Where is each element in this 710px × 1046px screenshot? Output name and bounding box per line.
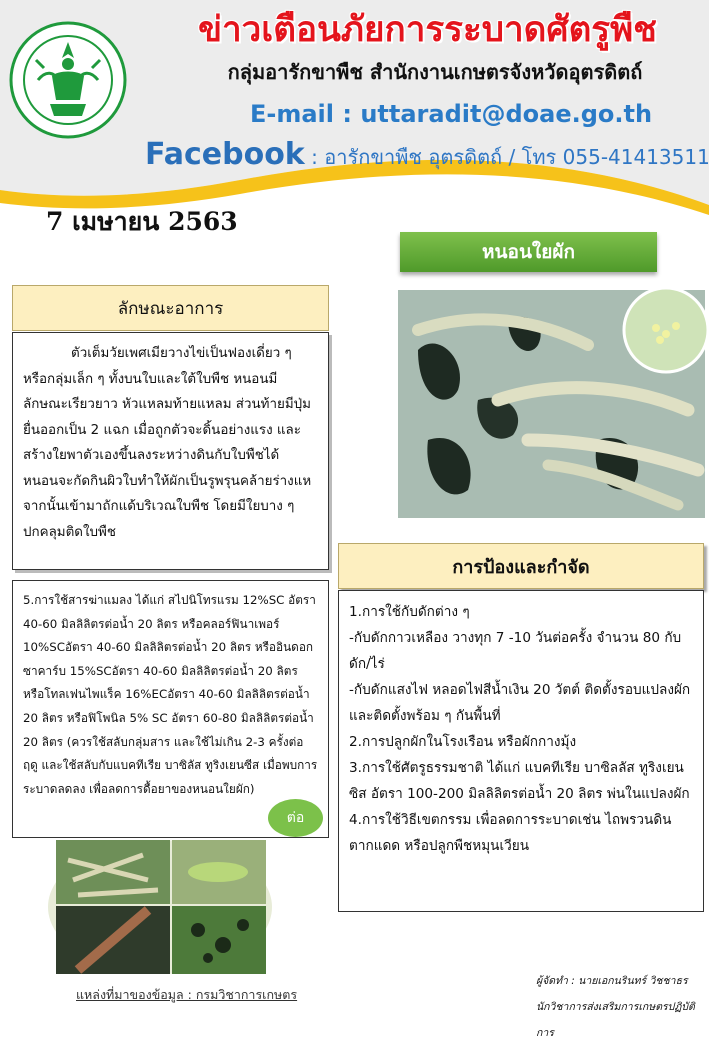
pest-damage-photo-collage (48, 840, 272, 974)
contact-email: E-mail : uttaradit@doae.go.th (250, 100, 653, 128)
author-credit (536, 968, 709, 1046)
chemical-control-text: 5.การใช้สารฆ่าแมลง ได้แก่ สไปนิโทรแรม 12%SC อัตรา 40-60 มิลลิลิตรต่อน้ำ 20 ลิตร หรือคลอร์ฟินาเพอร์ 10%SCอัตรา 40-60 มิลลิลิตรต่อน้ำ 20 ลิตร หรืออินดอกซาคาร์บ 15%SCอัตรา 40-60 มิลลิลิตรต่อน้ำ 20 ลิตร หรือโทลเฟนไพแร็ค 16%ECอัตรา 40-60 มิลลิลิตรต่อน้ำ 20 ลิตร หรือฟิโพนิล 5% SC อัตรา 60-80 มิลลิลิตรต่อน้ำ 20 ลิตร (ควรใช้สลับกลุ่มสาร และใช้ไม่เกิน 2-3 ครั้งต่อฤดู และใช้สลับกับแบคทีเรีย บาซิลัส ทูริงเยนซีส เมื่อพบการระบาดลดลง เพื่อลดการดื้อยาของหนอนใยผัก) (23, 593, 318, 796)
prevention-item: -กับดักกาวเหลือง วางทุก 7 -10 วันต่อครั้ง จำนวน 80 กับดัก/ไร่ (349, 630, 682, 672)
pest-name-badge: หนอนใยผัก (400, 232, 657, 272)
contact-facebook (145, 137, 710, 173)
prevention-item: 4.การใช้วิธีเขตกรรม เพื่อลดการระบาดเช่น ไถพรวนดินตากแดด หรือปลูกพืชหมุนเวียน (349, 812, 672, 854)
facebook-detail: : อารักขาพืช อุตรดิตถ์ / โทร 055-41413511 (311, 145, 710, 169)
symptoms-text: ตัวเต็มวัยเพศเมียวางไข่เป็นฟองเดี่ยว ๆ หรือกลุ่มเล็ก ๆ ทั้งบนใบและใต้ใบพืช หนอนมีลักษณะเรียวยาว หัวแหลมท้ายแหลม ส่วนท้ายมีปุ่มยื่นออกเป็น 2 แฉก เมื่อถูกตัวจะดิ้นอย่างแรง และสร้างใยพาตัวเองขึ้นลงระหว่างดินกับใบพืชได้ หนอนจะกัดกินผิวใบทำให้ผักเป็นรูพรุนคล้ายร่างแห จากนั้นเข้ามาถักแด้บริเวณใบพืช โดยมีใยบาง ๆ ปกคลุมติดใบพืช (23, 346, 312, 540)
facebook-label: Facebook (145, 137, 305, 172)
symptoms-heading: ลักษณะอาการ (12, 285, 329, 331)
author-name: ผู้จัดทำ : นายเอกนรินทร์ วิชชาธร (536, 975, 688, 987)
agency-logo (8, 20, 128, 140)
bulletin-date: 7 เมษายน 2563 (46, 207, 238, 236)
prevention-box (338, 590, 704, 912)
chemical-control-box (12, 580, 329, 838)
caterpillar-photo (398, 290, 705, 518)
prevention-item: -กับดักแสงไฟ หลอดไฟสีน้ำเงิน 20 วัตต์ ติดตั้งรอบแปลงผัก และติดตั้งพร้อม ๆ กันพื้นที่ (349, 682, 691, 724)
symptoms-box (12, 332, 329, 570)
prevention-item: 3.การใช้ศัตรูธรรมชาติ ได้แก่ แบคทีเรีย บาซิลลัส ทูริงเยนซิส อัตรา 100-200 มิลลิลิตรต่อน้ำ 20 ลิตร พ่นในแปลงผัก (349, 760, 690, 802)
bulletin-subtitle: กลุ่มอารักขาพืช สำนักงานเกษตรจังหวัดอุตรดิตถ์ (227, 60, 643, 84)
prevention-heading: การป้องและกำจัด (338, 543, 704, 589)
author-position: นักวิชาการส่งเสริมการเกษตรปฏิบัติการ (536, 1001, 695, 1039)
prevention-item: 2.การปลูกผักในโรงเรือน หรือผักกางมุ้ง (349, 734, 577, 750)
prevention-item: 1.การใช้กับดักต่าง ๆ (349, 604, 470, 620)
continue-button[interactable]: ต่อ (268, 799, 323, 837)
data-source: แหล่งที่มาของข้อมูล : กรมวิชาการเกษตร (76, 987, 298, 1002)
bulletin-title: ข่าวเตือนภัยการระบาดศัตรูพืช (198, 10, 657, 50)
